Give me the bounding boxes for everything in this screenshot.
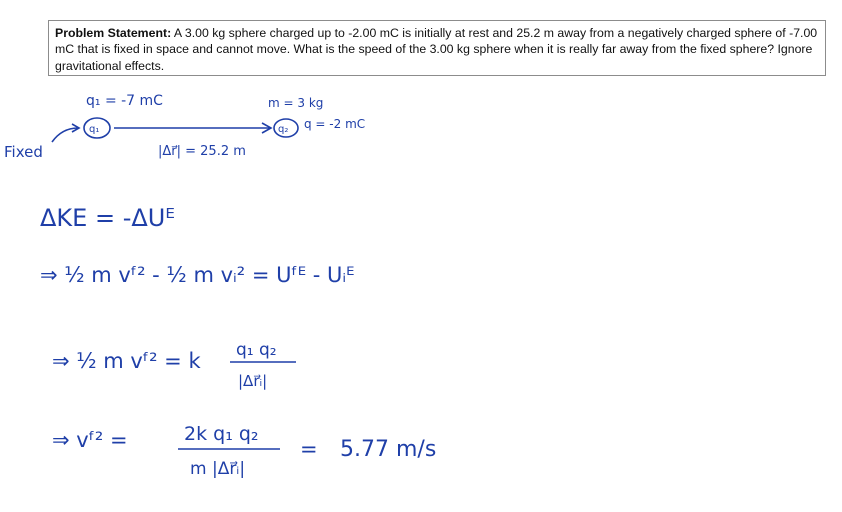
- q2-charge-label: q = -2 mC: [304, 117, 366, 131]
- q2-mass-label: m = 3 kg: [268, 96, 324, 110]
- kinetic-potential-line: ⇒ ½ m vᶠ² - ½ m vᵢ² = Uᶠᴱ - Uᵢᴱ: [40, 263, 355, 287]
- speed-equation-lhs: ⇒ ½ m vᶠ² = k: [52, 349, 201, 373]
- problem-label: Problem Statement:: [55, 26, 172, 40]
- velocity-squared-denominator: m |Δr⃗ᵢ|: [190, 459, 246, 479]
- q2-symbol: q₂: [278, 124, 289, 135]
- result-equals-sign: =: [300, 437, 318, 461]
- q1-charge-label: q₁ = -7 mC: [86, 93, 163, 109]
- final-answer: 5.77 m/s: [340, 437, 437, 462]
- velocity-squared-lhs: ⇒ vᶠ² =: [52, 428, 128, 452]
- speed-equation-numerator: q₁ q₂: [236, 340, 277, 360]
- velocity-squared-numerator: 2k q₁ q₂: [184, 423, 259, 445]
- q1-symbol: q₁: [89, 124, 100, 135]
- energy-conservation-line: ΔKE = -ΔUᴱ: [40, 204, 175, 232]
- separation-label: |Δr⃗| = 25.2 m: [158, 144, 246, 159]
- problem-text: A 3.00 kg sphere charged up to -2.00 mC is initially at rest and 25.2 m away from a negatively charged sphere of -7.00 mC that is fixed in space and cannot move. What is the speed of the 3.00 kg sphere when it is really far away from the fixed sphere? Ignore gravitational effects.: [55, 26, 818, 73]
- fixed-label: Fixed: [4, 143, 43, 161]
- speed-equation-denominator: |Δr⃗ᵢ|: [238, 372, 268, 390]
